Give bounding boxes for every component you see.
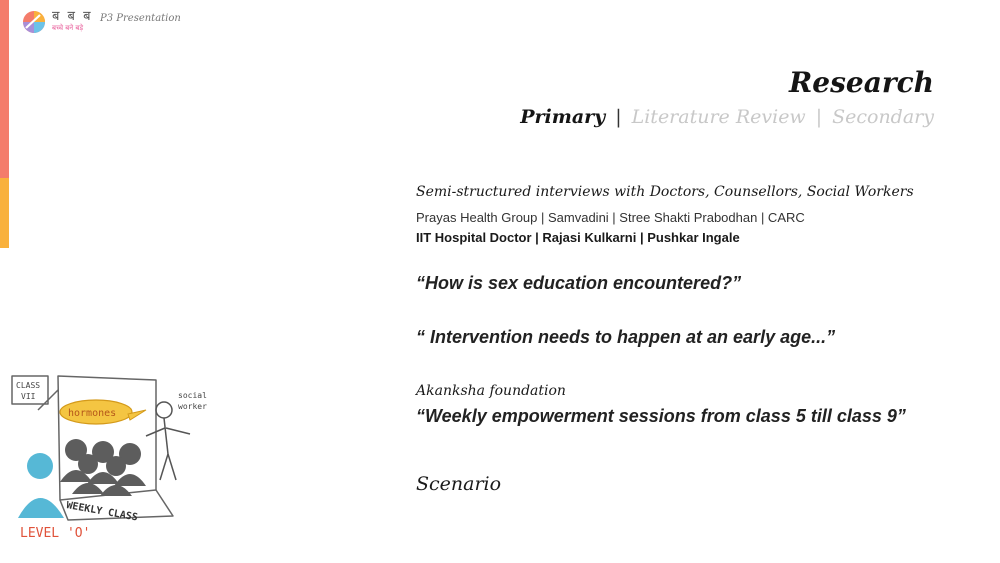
logo-subtitle: बच्चे बने बड़े	[52, 24, 84, 32]
student-silhouettes	[60, 439, 146, 496]
accent-bar-bottom	[0, 178, 9, 248]
scenario-link[interactable]: Scenario	[416, 473, 502, 495]
tab-separator: |	[815, 106, 823, 128]
classroom-illustration	[8, 370, 240, 545]
deck-label: P3 Presentation	[100, 13, 181, 24]
class-label-line-2: VII	[21, 392, 36, 401]
student-figure	[18, 453, 64, 518]
quote-weekly-sessions: “Weekly empowerment sessions from class 5 till class 9”	[416, 406, 906, 426]
weekly-class-label: WEEKLY CLASS	[65, 500, 139, 524]
organizations-list: Prayas Health Group | Samvadini | Stree Shakti Prabodhan | CARC	[416, 210, 805, 225]
methods-text: Semi-structured interviews with Doctors, Counsellors, Social Workers	[416, 184, 914, 200]
quote-sex-education: “How is sex education encountered?”	[416, 273, 742, 293]
brand-logo	[22, 10, 93, 34]
tab-literature-review[interactable]: Literature Review	[631, 106, 806, 128]
level-label: LEVEL 'O'	[20, 526, 91, 541]
speaker-label-line-1: social	[178, 391, 207, 400]
speaker-label-line-2: worker	[178, 402, 207, 411]
source-label: Akanksha foundation	[416, 383, 566, 399]
logo-title: ब ब ब	[52, 9, 93, 24]
tab-secondary[interactable]: Secondary	[832, 106, 934, 128]
page-title: Research	[789, 66, 934, 99]
individuals-list: IIT Hospital Doctor | Rajasi Kulkarni | Pushkar Ingale	[416, 230, 740, 245]
speaker-figure	[146, 402, 190, 480]
tab-separator: |	[615, 106, 622, 128]
bubble-text: hormones	[68, 408, 117, 419]
accent-bar-top	[0, 0, 9, 178]
research-tabs	[520, 106, 934, 128]
logo-circle-icon	[22, 10, 46, 34]
quote-intervention: “ Intervention needs to happen at an early age...”	[416, 327, 836, 347]
tab-primary[interactable]: Primary	[520, 106, 606, 128]
class-label-line-1: CLASS	[16, 381, 41, 390]
